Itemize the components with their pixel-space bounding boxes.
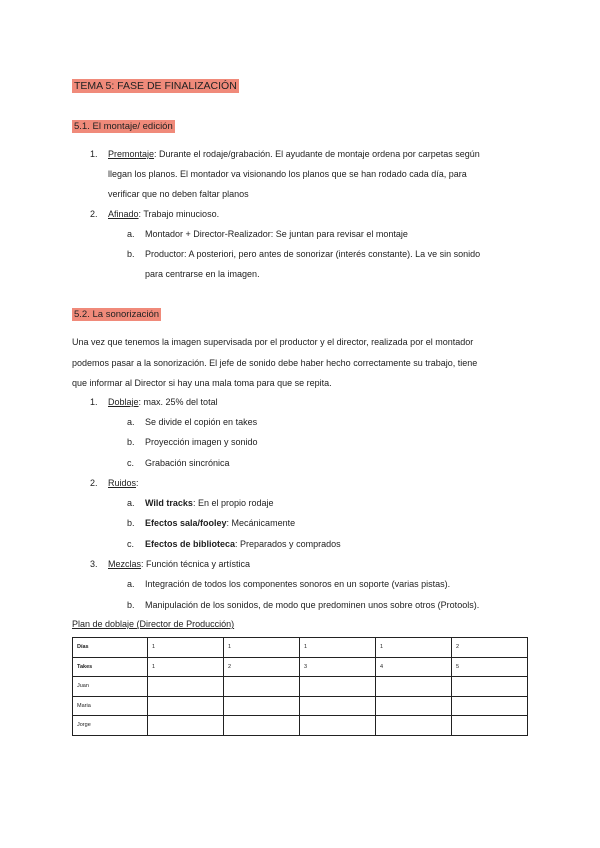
table-cell: 1 <box>148 657 224 677</box>
table-cell <box>224 696 300 716</box>
table-cell <box>452 716 528 736</box>
table-cell <box>148 716 224 736</box>
table-cell <box>224 716 300 736</box>
intro-paragraph: Una vez que tenemos la imagen supervisada por el productor y el director, realizada por el montador podemos pasar a la sonorización. El jefe de sonido debe haber hecho correctamente su trabajo, tiene que informar al Director si hay una mala toma para que se repita. <box>72 337 478 388</box>
list-item-premontaje: Premontaje: Durante el rodaje/grabación. El ayudante de montaje ordena por carpetas según llegan los planos. El montador va visionando los planos que se han rodado cada día, para verificar que no deben faltar planos <box>108 149 480 199</box>
list-item-mezclas: Mezclas: Función técnica y artística <box>108 559 251 569</box>
table-cell <box>300 696 376 716</box>
table-cell <box>300 677 376 697</box>
sub-item: Se divide el copión en takes <box>145 417 258 427</box>
list-item-afinado: Afinado: Trabajo minucioso. <box>108 209 220 219</box>
table-cell: 1 <box>224 638 300 658</box>
term-doblaje: Doblaje <box>108 397 139 407</box>
sub-item: Efectos de biblioteca: Preparados y comprados <box>145 539 341 549</box>
table-caption: Plan de doblaje (Director de Producción) <box>72 619 235 629</box>
sub-letter: a. <box>127 498 135 508</box>
table-cell <box>148 677 224 697</box>
sub-item: Manipulación de los sonidos, de modo que predominen unos sobre otros (Protools). <box>145 600 480 610</box>
list-item-ruidos: Ruidos: <box>108 478 139 488</box>
list-number: 2. <box>90 478 98 488</box>
sub-item-productor: Productor: A posteriori, pero antes de sonorizar (interés constante). La ve sin sonido para centrarse en la imagen. <box>145 249 481 279</box>
table-cell: 3 <box>300 657 376 677</box>
sub-letter: c. <box>127 458 135 468</box>
row-label: Takes <box>73 657 148 677</box>
sub-item: Integración de todos los componentes sonoros en un soporte (varias pistas). <box>145 579 451 589</box>
list-item-doblaje: Doblaje: max. 25% del total <box>108 397 218 407</box>
table-row <box>73 677 528 697</box>
table-cell <box>376 716 452 736</box>
list-number: 1. <box>90 397 98 407</box>
table-cell: 2 <box>452 638 528 658</box>
table-cell <box>300 716 376 736</box>
page-title: TEMA 5: FASE DE FINALIZACIÓN <box>74 80 237 92</box>
sub-letter: a. <box>127 579 135 589</box>
row-label: Jorge <box>73 716 148 736</box>
table-cell <box>452 677 528 697</box>
row-label: Maria <box>73 696 148 716</box>
table-cell: 4 <box>376 657 452 677</box>
sub-letter: a. <box>127 417 135 427</box>
section-heading-sonorizacion: 5.2. La sonorización <box>74 309 160 320</box>
table-cell: 1 <box>376 638 452 658</box>
sub-item: Wild tracks: En el propio rodaje <box>145 498 274 508</box>
table-cell: 1 <box>148 638 224 658</box>
term-mezclas: Mezclas <box>108 559 142 569</box>
row-label: Juan <box>73 677 148 697</box>
table-cell <box>376 677 452 697</box>
term-premontaje: Premontaje <box>108 149 155 159</box>
table-row <box>73 696 528 716</box>
list-number: 3. <box>90 559 98 569</box>
sub-item: Efectos sala/fooley: Mecánicamente <box>145 518 296 528</box>
table-cell: 5 <box>452 657 528 677</box>
table-cell <box>148 696 224 716</box>
row-label: Días <box>73 638 148 658</box>
sub-item: Proyección imagen y sonido <box>145 437 258 447</box>
table-cell: 2 <box>224 657 300 677</box>
table-row <box>73 716 528 736</box>
table-cell <box>224 677 300 697</box>
sub-letter: b. <box>127 518 135 528</box>
sub-letter: a. <box>127 229 135 239</box>
table-row <box>73 638 528 658</box>
sub-letter: b. <box>127 437 135 447</box>
section-heading-montaje: 5.1. El montaje/ edición <box>74 121 173 132</box>
sub-item-montador: Montador + Director-Realizador: Se juntan para revisar el montaje <box>145 229 408 239</box>
list-number: 1. <box>90 149 98 159</box>
term-ruidos: Ruidos <box>108 478 137 488</box>
table-row <box>73 657 528 677</box>
sub-letter: b. <box>127 249 135 259</box>
table-cell: 1 <box>300 638 376 658</box>
sub-letter: b. <box>127 600 135 610</box>
table-cell <box>452 696 528 716</box>
term-afinado: Afinado <box>108 209 139 219</box>
sub-letter: c. <box>127 539 135 549</box>
table-cell <box>376 696 452 716</box>
sub-item: Grabación sincrónica <box>145 458 230 468</box>
plan-table <box>72 637 528 736</box>
list-number: 2. <box>90 209 98 219</box>
